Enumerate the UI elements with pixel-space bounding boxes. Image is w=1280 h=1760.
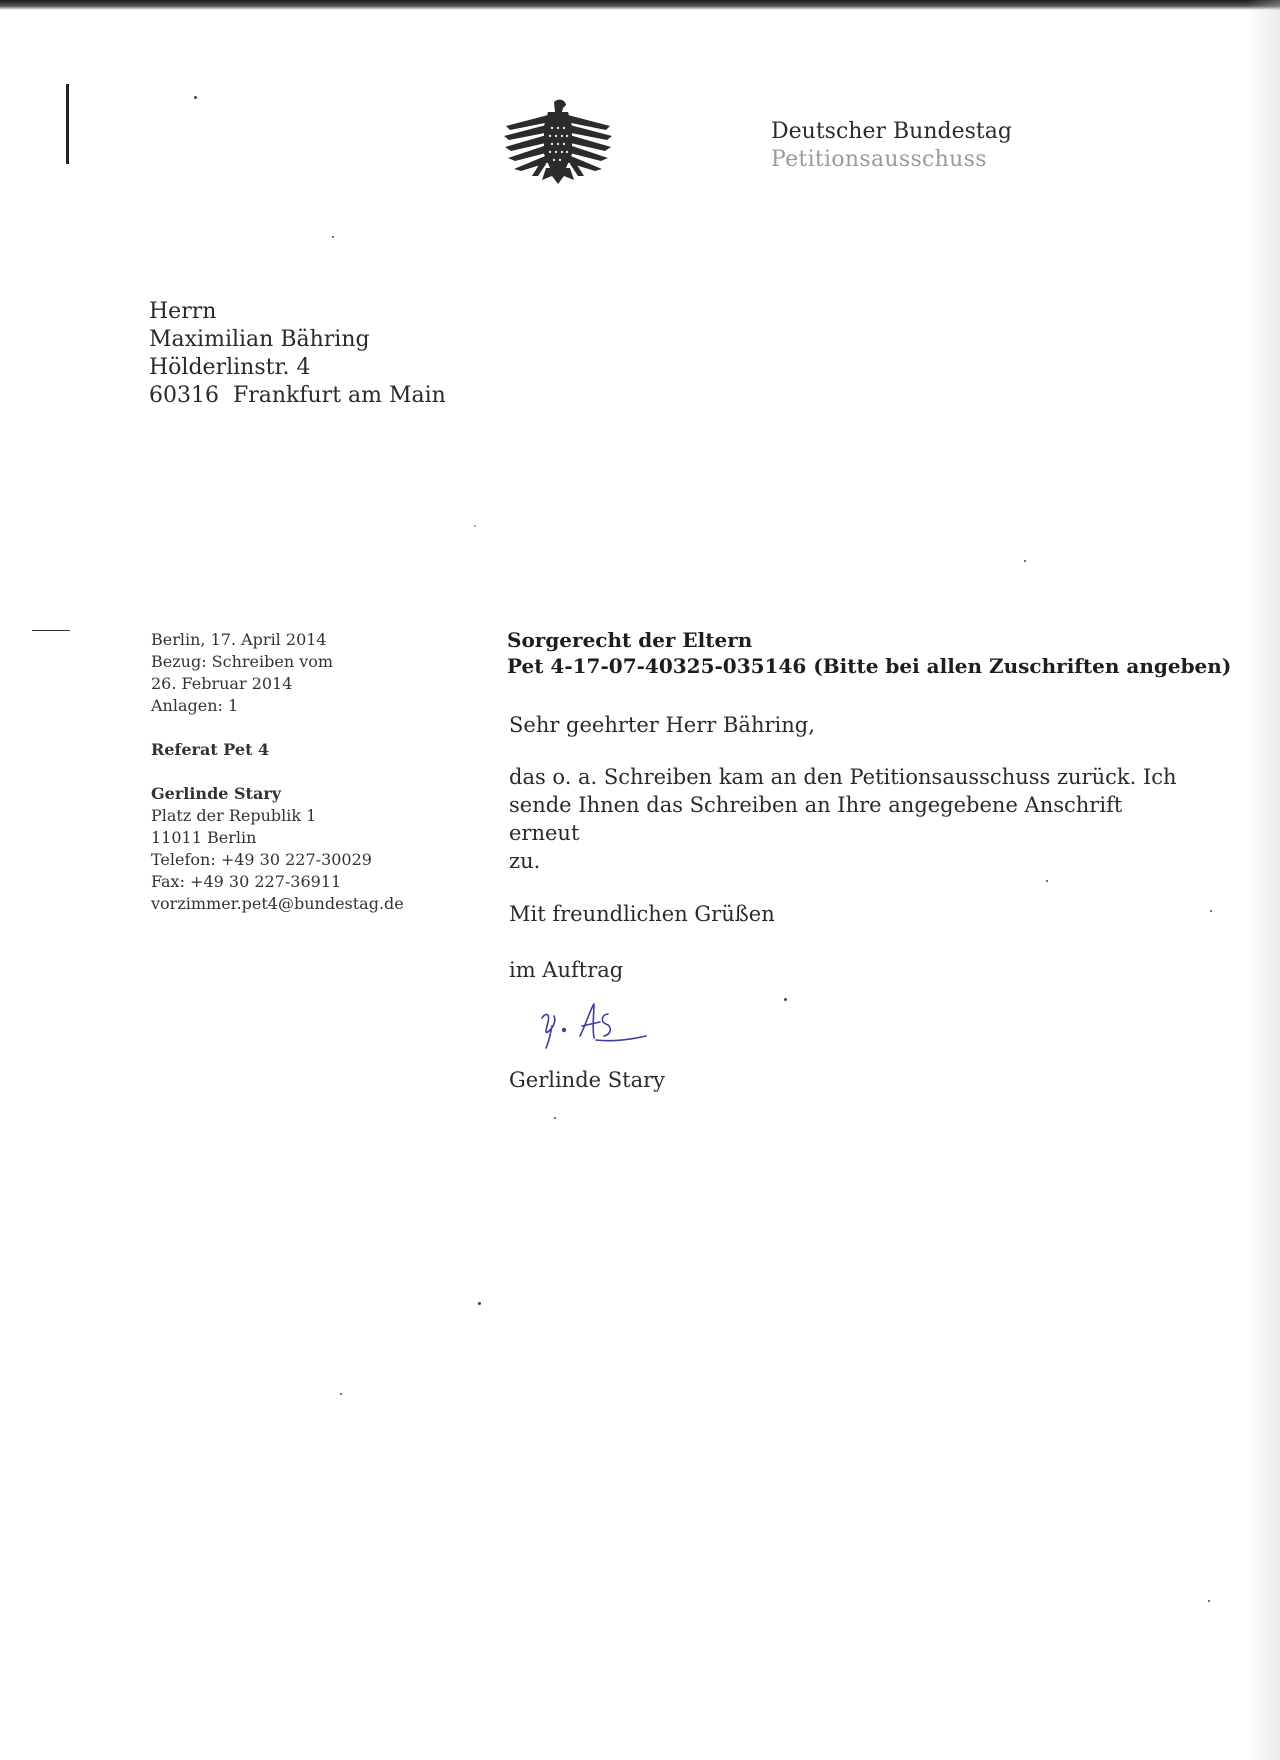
letter-subject: Sorgerecht der Eltern (507, 628, 753, 652)
contact-name: Gerlinde Stary (151, 784, 282, 803)
scan-speck (194, 96, 197, 99)
scan-speck (474, 525, 476, 527)
letter-closing: Mit freundlichen Grüßen (509, 902, 775, 926)
handwritten-signature (536, 996, 666, 1052)
letter-body (509, 763, 1189, 875)
recipient-salutation: Herrn (149, 299, 217, 324)
recipient-street: Hölderlinstr. 4 (149, 355, 311, 380)
scan-speck (1046, 880, 1048, 882)
on-behalf-line: im Auftrag (509, 958, 624, 982)
contact-street: Platz der Republik 1 (151, 806, 317, 825)
federal-eagle-icon (502, 96, 614, 192)
contact-email: vorzimmer.pet4@bundestag.de (151, 894, 404, 913)
contact-fax: Fax: +49 30 227-36911 (151, 872, 342, 891)
contact-city: 11011 Berlin (151, 828, 257, 847)
scan-speck (554, 1117, 556, 1119)
letterhead (771, 118, 1012, 174)
recipient-name: Maximilian Bähring (149, 327, 370, 352)
attachments-line: Anlagen: 1 (151, 696, 239, 715)
reference-line-2: 26. Februar 2014 (151, 674, 293, 693)
letter-date: Berlin, 17. April 2014 (151, 630, 327, 649)
margin-mark (66, 84, 69, 164)
body-line-3: zu. (509, 849, 541, 873)
scan-speck (1208, 1600, 1210, 1602)
signer-name: Gerlinde Stary (509, 1068, 665, 1092)
letter-subject-block (507, 627, 1231, 679)
letter-greeting: Sehr geehrter Herr Bähring, (509, 713, 815, 737)
scan-speck (1210, 910, 1212, 912)
scan-speck (784, 998, 787, 1001)
department-label: Referat Pet 4 (151, 740, 270, 759)
scan-top-edge (0, 0, 1280, 10)
organization-name: Deutscher Bundestag (771, 119, 1012, 144)
scan-speck (340, 1393, 342, 1395)
scan-speck (478, 1302, 481, 1305)
recipient-address (149, 298, 446, 410)
scan-speck (1024, 560, 1026, 562)
scan-right-edge (1246, 0, 1280, 1760)
sender-info-column (151, 629, 404, 915)
department-name: Petitionsausschuss (771, 147, 987, 172)
body-line-1: das o. a. Schreiben kam an den Petitionsausschuss zurück. Ich (509, 765, 1177, 789)
petition-reference: Pet 4-17-07-40325-035146 (Bitte bei allen Zuschriften angeben) (507, 654, 1232, 678)
reference-line-1: Bezug: Schreiben vom (151, 652, 334, 671)
scan-speck (332, 236, 334, 238)
fold-mark (32, 630, 70, 631)
recipient-city: 60316 Frankfurt am Main (149, 383, 446, 408)
contact-phone: Telefon: +49 30 227-30029 (151, 850, 372, 869)
body-line-2: sende Ihnen das Schreiben an Ihre angegebene Anschrift erneut (509, 793, 1123, 845)
